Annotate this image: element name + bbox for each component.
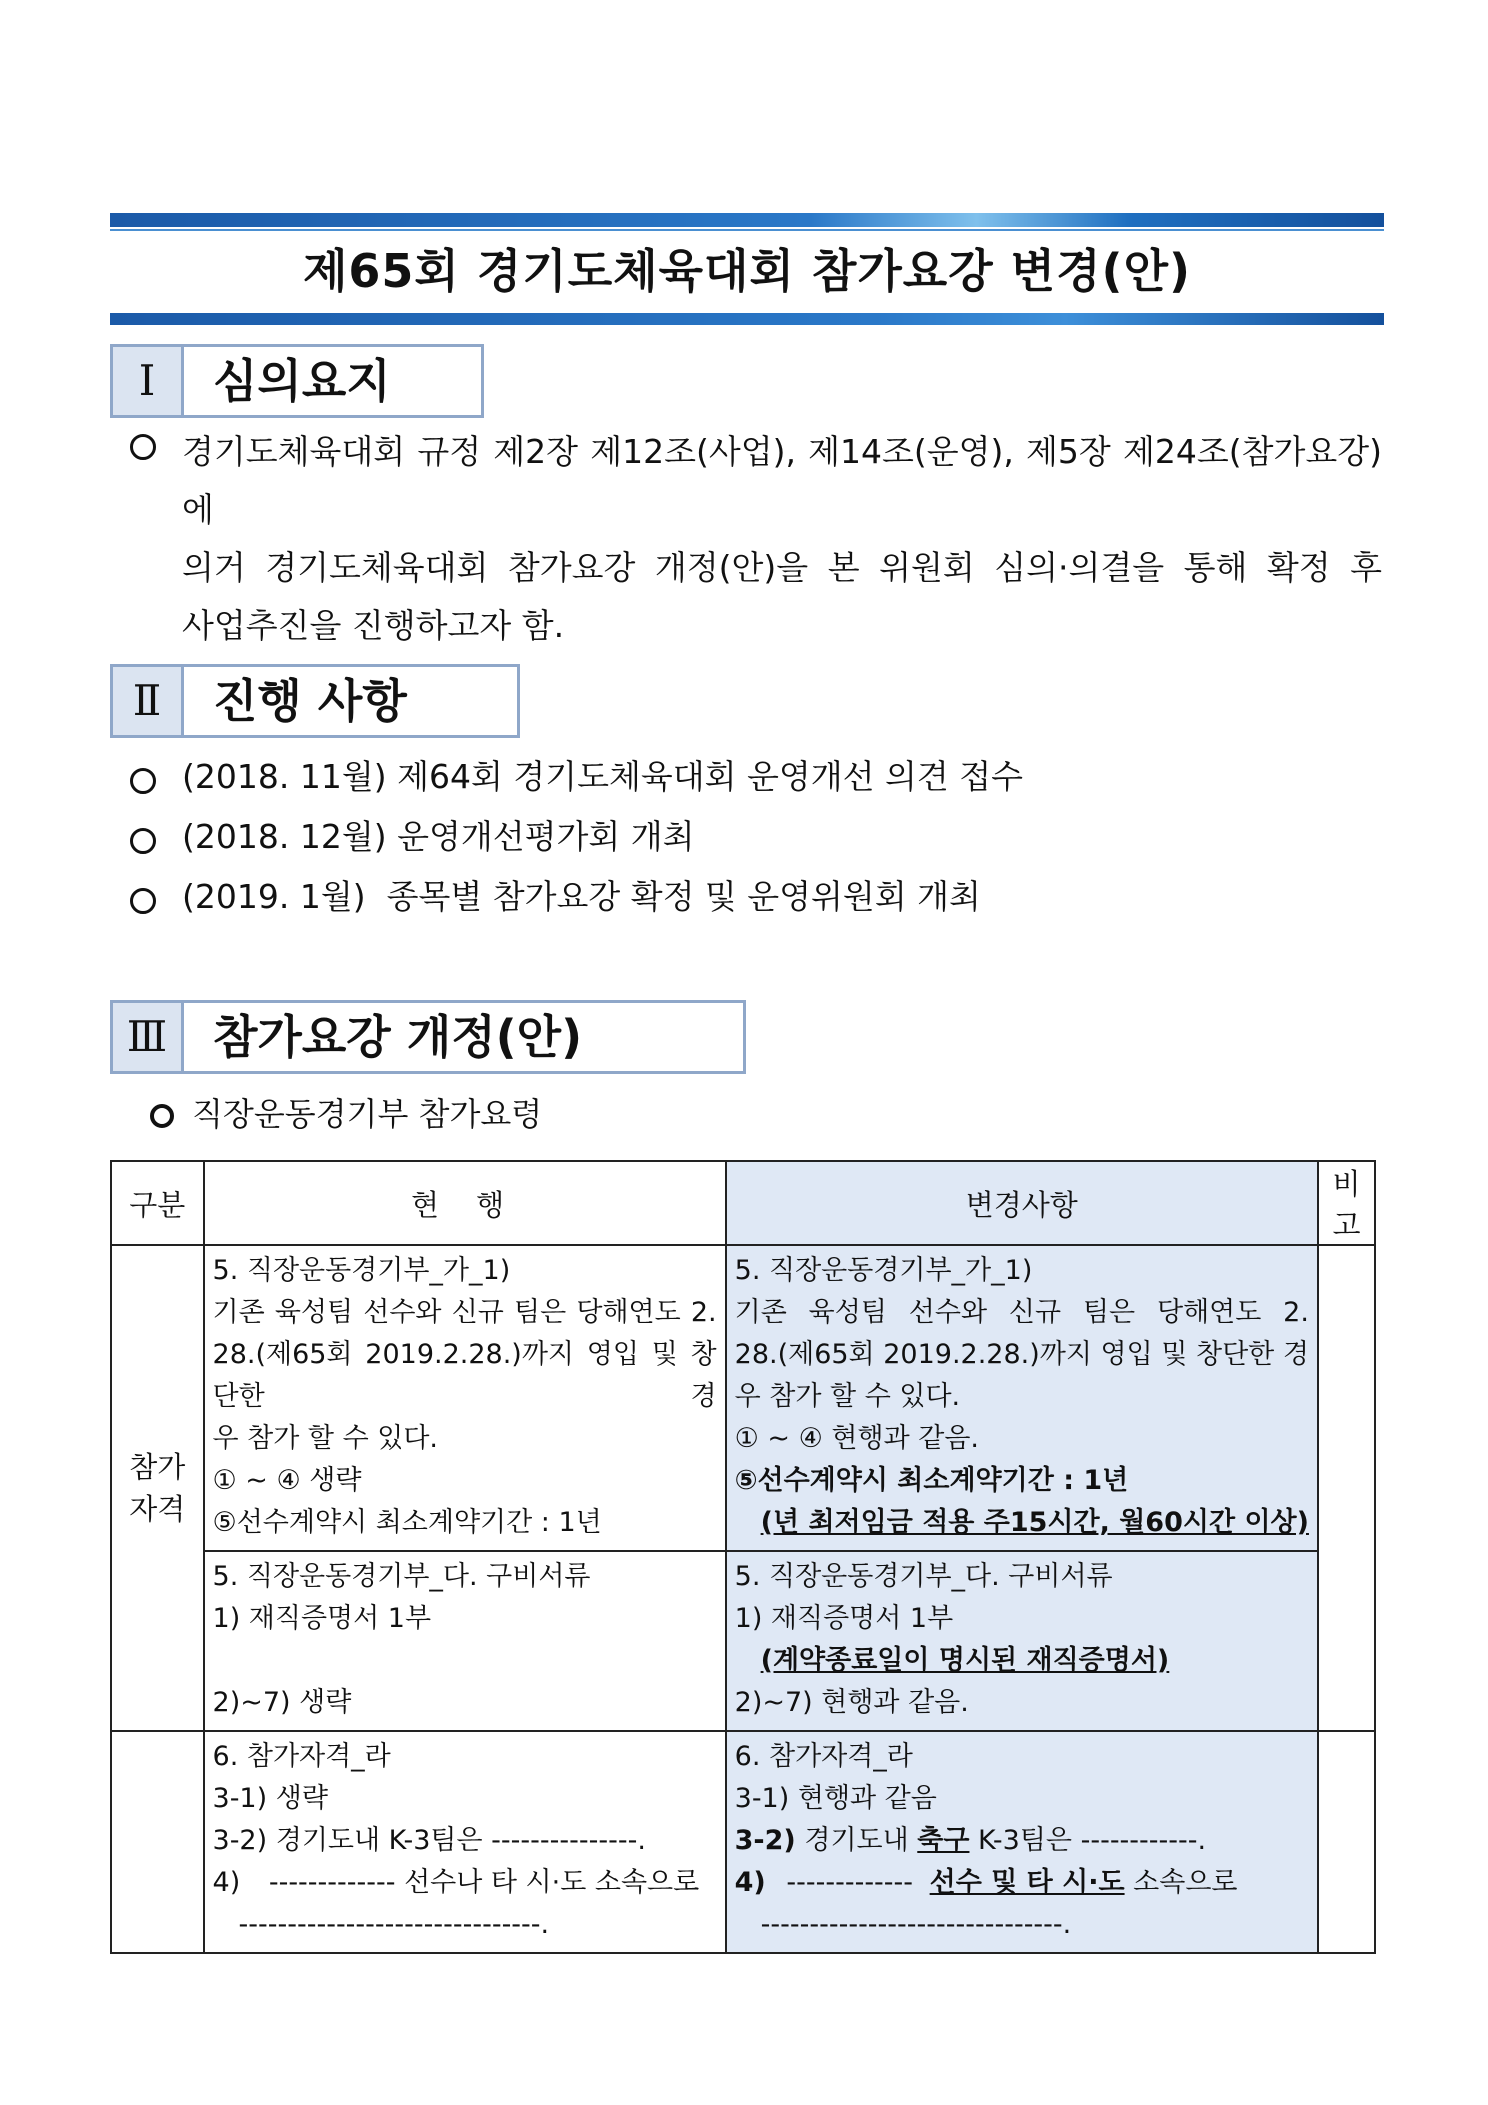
current-1-line: 28.(제65회 2019.2.28.)까지 영입 및 창단한 경 — [212, 1339, 717, 1412]
document-title: 제65회 경기도체육대회 참가요강 변경(안) — [302, 244, 1192, 298]
bullet-circle-icon — [150, 1104, 174, 1128]
section-2-title: 진행 사항 — [213, 674, 407, 728]
bullet-circle-icon — [130, 828, 156, 854]
changes-3-emphasis: 축구 — [917, 1825, 970, 1856]
section-2-header — [110, 664, 520, 738]
category-line-2: 자격 — [129, 1492, 186, 1526]
remarks-cell-1 — [1318, 1245, 1375, 1731]
current-3-line — [213, 1862, 717, 1904]
changes-3-line — [735, 1820, 1309, 1862]
current-3-line: 3-1) 생략 — [212, 1783, 328, 1814]
category-cell — [111, 1245, 204, 1731]
section-3-header — [110, 1000, 746, 1074]
table-row — [111, 1245, 1375, 1551]
section-1-line-3: 사업추진을 진행하고자 함. — [182, 606, 565, 645]
changes-2-line: 2)~7) 현행과 같음. — [734, 1687, 969, 1718]
category-line-1: 참가 — [129, 1450, 186, 1484]
section-1-number: Ⅰ — [113, 347, 184, 415]
current-cell-3 — [204, 1731, 726, 1953]
changes-3-num: 4) — [734, 1867, 766, 1898]
changes-1-line: 우 참가 할 수 있다. — [734, 1381, 961, 1412]
bullet-circle-icon — [130, 434, 156, 460]
changes-2-line-emphasis: (계약종료일이 명시된 재직증명서) — [760, 1645, 1170, 1676]
current-1-line: ⑤선수계약시 최소계약기간 : 1년 — [212, 1507, 602, 1538]
current-2-line: 5. 직장운동경기부_다. 구비서류 — [212, 1561, 591, 1592]
header-changes: 변경사항 — [726, 1161, 1318, 1245]
changes-1-line-bold: ⑤선수계약시 최소계약기간 : 1년 — [734, 1465, 1129, 1496]
current-1-line: ① ~ ④ 생략 — [212, 1465, 362, 1496]
title-bar-top — [110, 213, 1384, 227]
current-cell-1 — [204, 1245, 726, 1551]
changes-1-line: 5. 직장운동경기부_가_1) — [734, 1255, 1033, 1286]
progress-item-1: (2018. 11월) 제64회 경기도체육대회 운영개선 의견 접수 — [182, 757, 1023, 796]
current-2-spacer — [213, 1640, 717, 1682]
current-2-line: 2)~7) 생략 — [212, 1687, 352, 1718]
current-1-line: 5. 직장운동경기부_가_1) — [212, 1255, 511, 1286]
remarks-cell-2 — [1318, 1731, 1375, 1953]
header-category: 구분 — [111, 1161, 204, 1245]
current-3-line: 6. 참가자격_라 — [212, 1741, 391, 1772]
changes-3-line: 3-1) 현행과 같음 — [734, 1783, 937, 1814]
changes-3-text: ------------- — [786, 1867, 914, 1898]
section-3-title: 참가요강 개정(안) — [213, 1010, 583, 1064]
section-2-number: Ⅱ — [113, 667, 184, 735]
header-remarks: 비고 — [1318, 1161, 1375, 1245]
changes-1-line: 기존 육성팀 선수와 신규 팀은 당해연도 2. — [734, 1297, 1309, 1328]
section-1-paragraph — [182, 423, 1382, 655]
section-3-number: Ⅲ — [113, 1003, 184, 1071]
category-cell-empty — [111, 1731, 204, 1953]
changes-cell-3 — [726, 1731, 1318, 1953]
changes-3-line: -------------------------------. — [760, 1909, 1072, 1940]
title-bar-top-thin — [110, 229, 1384, 231]
changes-3-emphasis: 선수 및 타 시·도 — [929, 1867, 1125, 1898]
table-row — [111, 1551, 1375, 1731]
current-2-line: 1) 재직증명서 1부 — [212, 1603, 432, 1634]
changes-2-line: 5. 직장운동경기부_다. 구비서류 — [734, 1561, 1113, 1592]
table-header-row — [111, 1161, 1375, 1245]
current-3-num: 4) — [212, 1867, 241, 1898]
changes-3-text: 경기도내 — [804, 1825, 909, 1856]
comparison-table — [110, 1160, 1376, 1954]
header-current: 현 행 — [204, 1161, 726, 1245]
changes-3-text: 소속으로 — [1133, 1867, 1238, 1898]
section-1-title: 심의요지 — [213, 354, 391, 408]
changes-3-line: 6. 참가자격_라 — [734, 1741, 913, 1772]
changes-3-text: K-3팀은 ------------. — [978, 1825, 1207, 1856]
progress-item-3: (2019. 1월) 종목별 참가요강 확정 및 운영위원회 개최 — [182, 877, 981, 916]
section-1-header — [110, 344, 484, 418]
section-1-line-2: 의거 경기도체육대회 참가요강 개정(안)을 본 위원회 심의·의결을 통해 확정 후 — [182, 548, 1382, 587]
table-row — [111, 1731, 1375, 1953]
current-3-text: ------------- 선수나 타 시·도 소속으로 — [268, 1867, 700, 1898]
title-bar-bottom — [110, 313, 1384, 325]
current-cell-2 — [204, 1551, 726, 1731]
current-1-line: 기존 육성팀 선수와 신규 팀은 당해연도 2. — [212, 1297, 717, 1328]
bullet-circle-icon — [130, 768, 156, 794]
changes-1-line: 28.(제65회 2019.2.28.)까지 영입 및 창단한 경 — [734, 1339, 1309, 1370]
changes-1-line: ① ~ ④ 현행과 같음. — [734, 1423, 979, 1454]
changes-cell-1 — [726, 1245, 1318, 1551]
section-3-bullet-text: 직장운동경기부 참가요령 — [192, 1095, 543, 1133]
current-3-line: -------------------------------. — [238, 1909, 550, 1940]
changes-3-num: 3-2) — [734, 1825, 796, 1856]
changes-3-line — [735, 1862, 1309, 1904]
bullet-circle-icon — [130, 888, 156, 914]
changes-1-line-emphasis: (년 최저임금 적용 주15시간, 월60시간 이상) — [760, 1507, 1309, 1538]
current-1-line: 우 참가 할 수 있다. — [212, 1423, 439, 1454]
changes-2-line: 1) 재직증명서 1부 — [734, 1603, 954, 1634]
current-3-line: 3-2) 경기도내 K-3팀은 ---------------. — [212, 1825, 646, 1856]
section-1-line-1: 경기도체육대회 규정 제2장 제12조(사업), 제14조(운영), 제5장 제24조(참가요강)에 — [182, 432, 1382, 529]
changes-cell-2 — [726, 1551, 1318, 1731]
progress-item-2: (2018. 12월) 운영개선평가회 개최 — [182, 817, 695, 856]
